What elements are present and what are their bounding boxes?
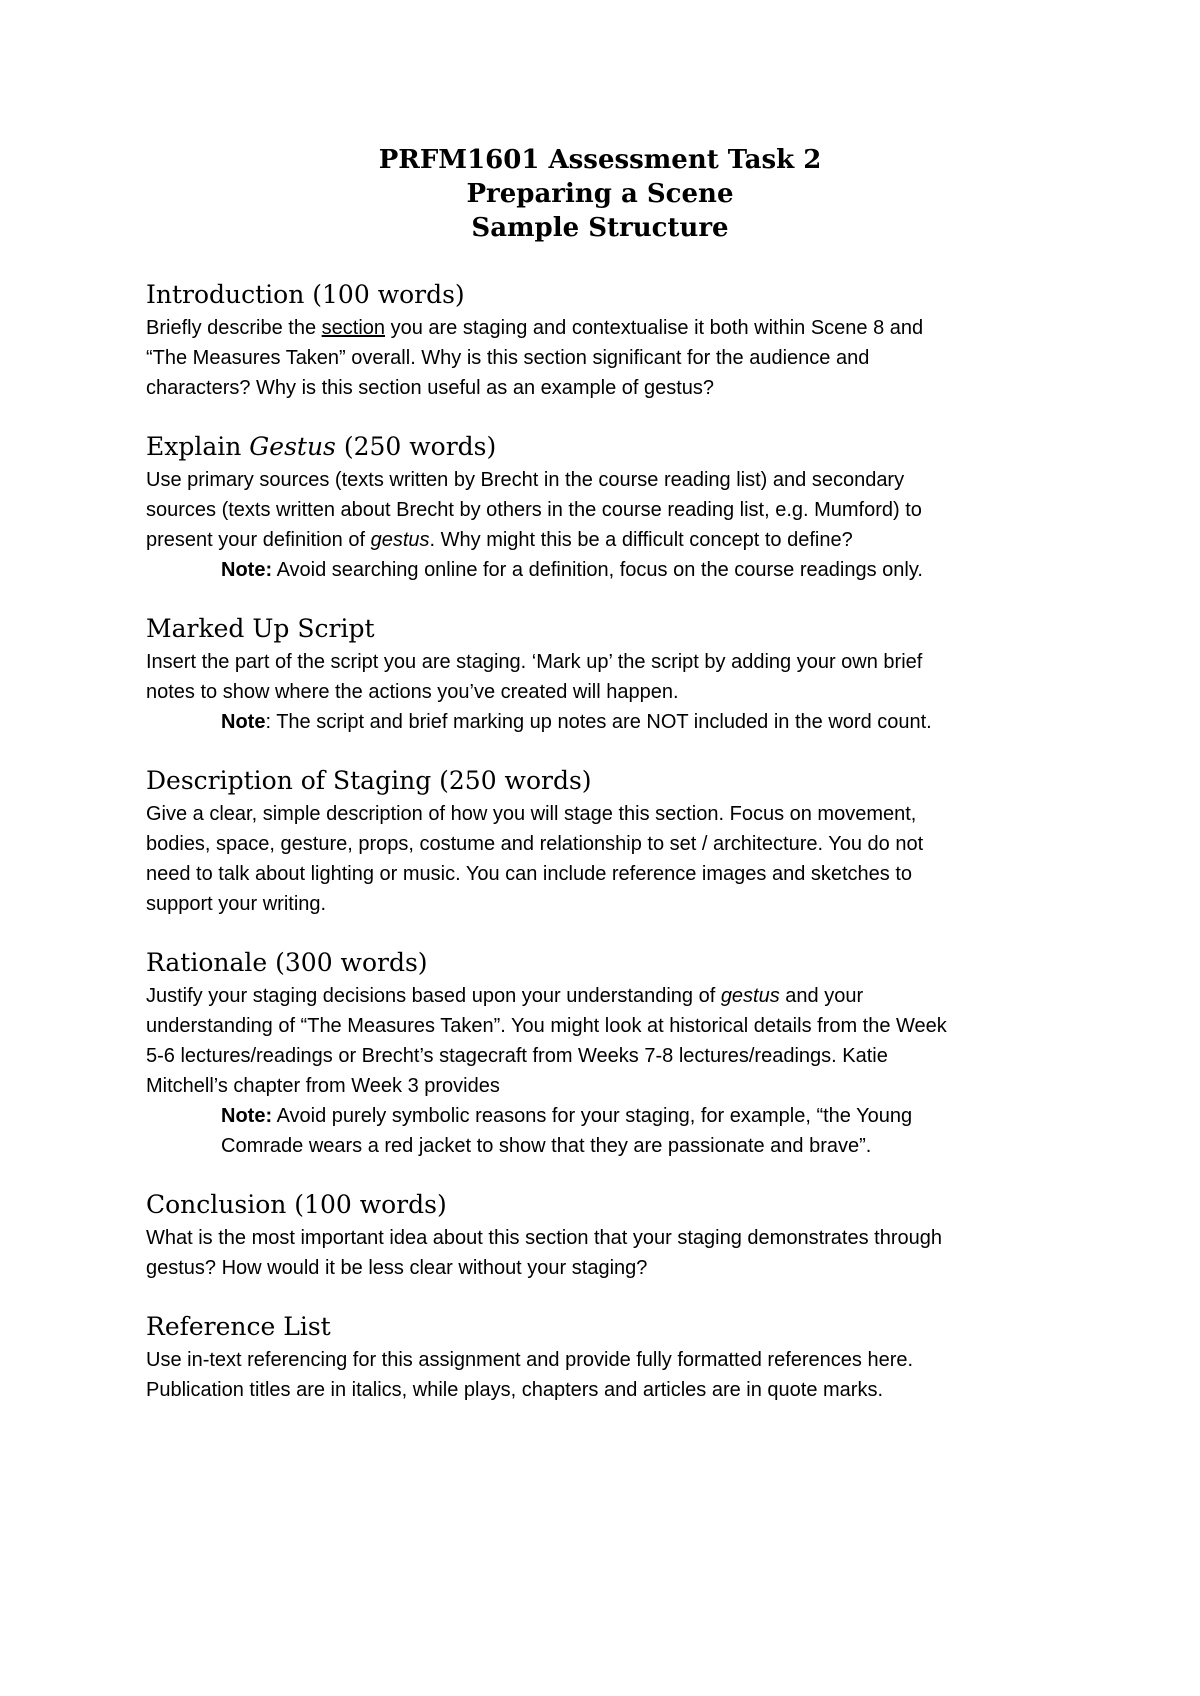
section-heading: Reference List: [146, 1312, 331, 1341]
text-run: present your definition of: [146, 529, 371, 551]
body-line: [146, 313, 1076, 343]
body-line: Give a clear, simple description of how you will stage this section. Focus on movement,: [146, 803, 917, 825]
section-conclusion: [146, 1187, 1076, 1283]
note-text: : The script and brief marking up notes are NOT included in the word count.: [265, 711, 932, 733]
section-body: [146, 313, 1076, 403]
section-heading: Introduction (100 words): [146, 280, 465, 309]
italic-word: gestus: [720, 985, 780, 1007]
body-line: gestus? How would it be less clear without your staging?: [146, 1257, 648, 1279]
document-title: [0, 143, 1200, 245]
italic-word: Gestus: [249, 432, 336, 461]
text-run: and your: [779, 985, 864, 1007]
note-line: [146, 555, 1076, 585]
body-line: Use in-text referencing for this assignment and provide fully formatted references here.: [146, 1349, 914, 1371]
title-line-structure: Sample Structure: [471, 213, 729, 243]
body-line: [146, 525, 1076, 555]
note-label: Note:: [221, 1105, 273, 1127]
note-line: [146, 1101, 1076, 1131]
body-line: Publication titles are in italics, while plays, chapters and articles are in quote marks.: [146, 1379, 884, 1401]
text-run: Explain: [146, 432, 250, 461]
body-line: support your writing.: [146, 893, 327, 915]
note-line: Comrade wears a red jacket to show that they are passionate and brave”.: [221, 1135, 872, 1157]
section-heading: Rationale (300 words): [146, 948, 428, 977]
note-label: Note: [221, 711, 266, 733]
section-body: [146, 1223, 1076, 1283]
section-description-of-staging: [146, 763, 1076, 919]
text-run: . Why might this be a difficult concept to define?: [429, 529, 853, 551]
section-body: [146, 1345, 1076, 1405]
section-body: [146, 647, 1076, 737]
section-body: [146, 465, 1076, 585]
note-label: Note:: [221, 559, 273, 581]
section-heading: Conclusion (100 words): [146, 1190, 447, 1219]
text-run: (250 words): [335, 432, 497, 461]
note-text: Avoid searching online for a definition, focus on the course readings only.: [272, 559, 923, 581]
italic-word: gestus: [370, 529, 430, 551]
section-introduction: [146, 277, 1076, 403]
body-line: [146, 981, 1076, 1011]
title-line-task: Preparing a Scene: [466, 179, 734, 209]
text-run: Briefly describe the: [146, 317, 322, 339]
body-line: bodies, space, gesture, props, costume and relationship to set / architecture. You do not: [146, 833, 924, 855]
section-explain-gestus: [146, 429, 1076, 585]
body-line: Use primary sources (texts written by Brecht in the course reading list) and secondary: [146, 469, 905, 491]
text-run: Justify your staging decisions based upon your understanding of: [146, 985, 721, 1007]
section-marked-up-script: [146, 611, 1076, 737]
section-body: [146, 981, 1076, 1161]
body-line: Insert the part of the script you are staging. ‘Mark up’ the script by adding your own brief: [146, 651, 923, 673]
document-body: [146, 277, 1076, 1431]
section-heading: Marked Up Script: [146, 614, 375, 643]
body-line: understanding of “The Measures Taken”. You might look at historical details from the Week: [146, 1015, 947, 1037]
body-line: Mitchell’s chapter from Week 3 provides: [146, 1075, 500, 1097]
body-line: characters? Why is this section useful as an example of gestus?: [146, 377, 715, 399]
body-line: “The Measures Taken” overall. Why is this section significant for the audience and: [146, 347, 870, 369]
underlined-word: section: [321, 317, 386, 339]
section-reference-list: [146, 1309, 1076, 1405]
section-heading: Description of Staging (250 words): [146, 766, 592, 795]
note-line: [146, 707, 1076, 737]
body-line: What is the most important idea about this section that your staging demonstrates through: [146, 1227, 942, 1249]
title-line-course: PRFM1601 Assessment Task 2: [378, 145, 822, 175]
body-line: notes to show where the actions you’ve created will happen.: [146, 681, 679, 703]
section-body: [146, 799, 1076, 919]
body-line: need to talk about lighting or music. You can include reference images and sketches to: [146, 863, 913, 885]
body-line: 5-6 lectures/readings or Brecht’s stagecraft from Weeks 7-8 lectures/readings. Katie: [146, 1045, 888, 1067]
body-line: sources (texts written about Brecht by others in the course reading list, e.g. Mumford) to: [146, 499, 922, 521]
note-text: Avoid purely symbolic reasons for your staging, for example, “the Young: [272, 1105, 913, 1127]
text-run: you are staging and contextualise it both within Scene 8 and: [385, 317, 924, 339]
section-rationale: [146, 945, 1076, 1161]
section-heading: [146, 429, 1076, 465]
